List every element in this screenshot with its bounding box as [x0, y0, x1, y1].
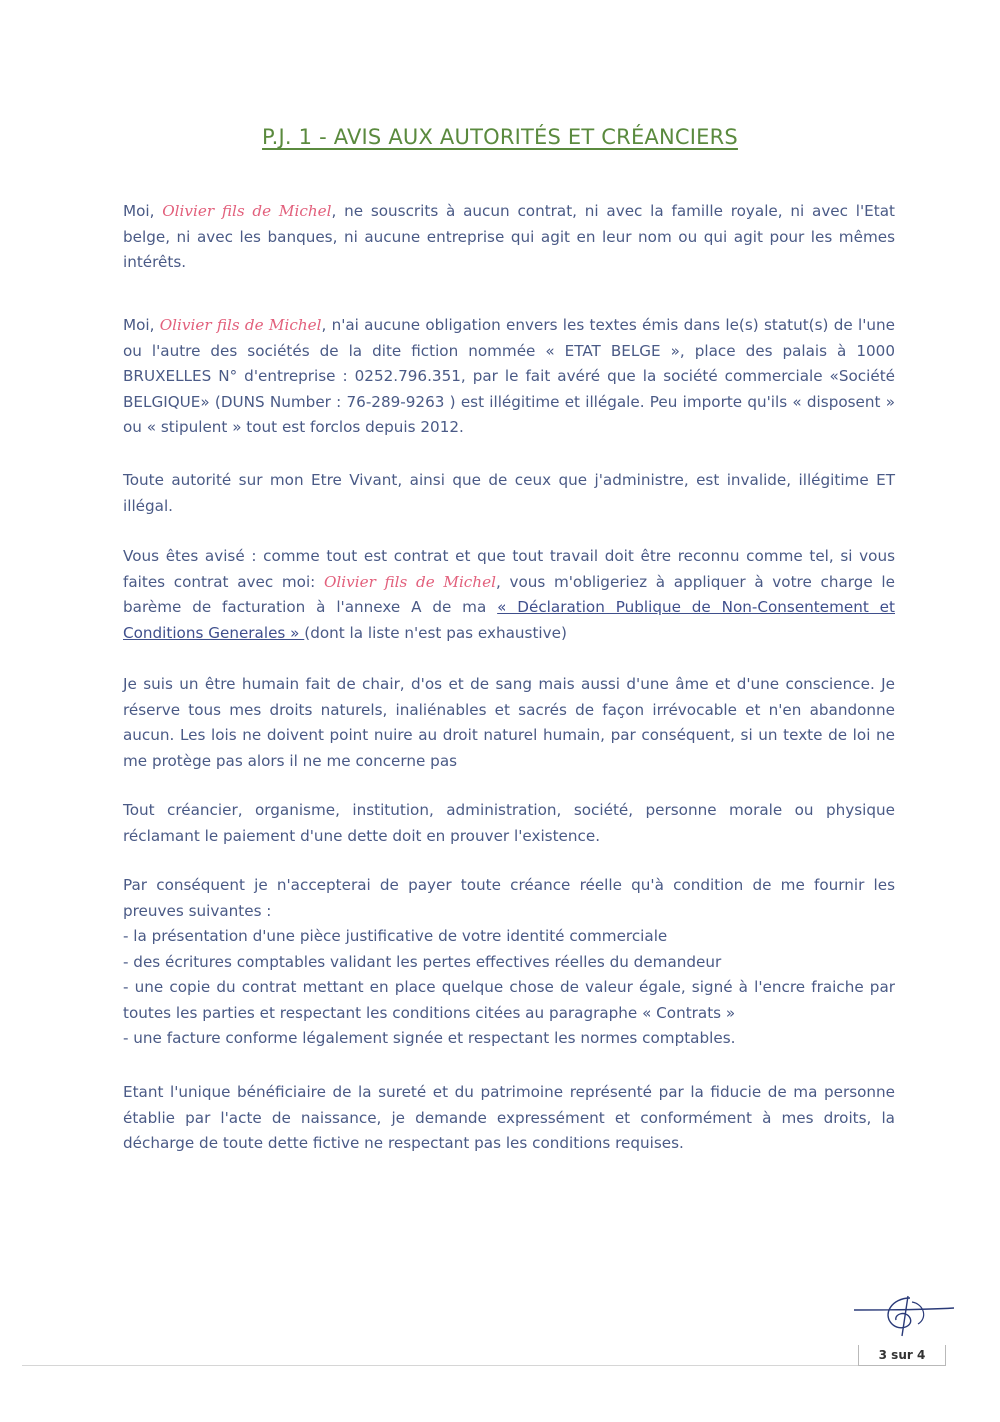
list-item: - des écritures comptables validant les pertes effectives réelles du demandeur	[123, 952, 722, 971]
p2-text-a: Moi,	[123, 316, 160, 334]
author-name: Olivier fils de Michel	[323, 572, 496, 591]
paragraph-4	[123, 544, 895, 646]
p1-text-a: Moi,	[123, 202, 163, 220]
p4-text-b: , vous m'obligeriez à appliquer à votre charge le barème de facturation à l'annexe A de ma	[123, 572, 895, 616]
signature-mark	[852, 1294, 956, 1340]
list-item: - une copie du contrat mettant en place quelque chose de valeur égale, signé à l'encre fraiche par toutes les parties et respectant les conditions citées au paragraphe « Contrats »	[123, 978, 895, 1022]
author-name: Olivier fils de Michel	[162, 202, 332, 220]
p4-text-c: (dont la liste n'est pas exhaustive)	[304, 623, 567, 642]
p4-text-a: Vous êtes avisé : comme tout est contrat et que tout travail doit être reconnu comme tel, si vous faites contrat avec moi:	[123, 547, 895, 591]
p1-text-b: , ne souscrits à aucun contrat, ni avec la famille royale, ni avec l'Etat belge, ni avec les banques, ni aucune entreprise qui agit en leur nom ou qui agit pour les mêmes intérêts.	[123, 202, 895, 271]
paragraph-6: Tout créancier, organisme, institution, administration, société, personne morale ou physique réclamant le paiement d'une dette doit en prouver l'existence.	[123, 801, 895, 845]
paragraph-7	[123, 873, 895, 1052]
paragraph-5: Je suis un être humain fait de chair, d'os et de sang mais aussi d'une âme et d'une conscience. Je réserve tous mes droits naturels, inaliénables et sacrés de façon irrévocable et n'en abandonne aucun. Les lois ne doivent point nuire au droit naturel humain, par conséquent, si un texte de loi ne me protège pas alors il ne me concerne pas	[123, 675, 895, 770]
declaration-link[interactable]: « Déclaration Publique de Non-Consentement et Conditions Generales »	[123, 598, 895, 642]
paragraph-8: Etant l'unique bénéficiaire de la sureté et du patrimoine représenté par la fiducie de ma personne établie par l'acte de naissance, je demande expressément et conformément à mes droits, la décharge de toute dette fictive ne respectant pas les conditions requises.	[123, 1083, 895, 1152]
paragraph-3: Toute autorité sur mon Etre Vivant, ainsi que de ceux que j'administre, est invalide, illégitime ET illégal.	[123, 471, 895, 515]
paragraph-2	[123, 313, 895, 441]
paragraph-1	[123, 199, 895, 276]
p2-text-b: , n'ai aucune obligation envers les textes émis dans le(s) statut(s) de l'une ou l'autre des sociétés de la dite fiction nommée « ETAT BELGE », place des palais à 1000 BRUXELLES N° d'entreprise : 0252.796.351, par le fait avéré que la société commerciale «Société BELGIQUE» (DUNS Number : 76-289-9263 ) est illégitime et illégale. Peu importe qu'ils « disposent » ou « stipulent » tout est forclos depuis 2012.	[123, 316, 895, 436]
list-item: - une facture conforme légalement signée et respectant les normes comptables.	[123, 1029, 736, 1047]
page-title: P.J. 1 - AVIS AUX AUTORITÉS ET CRÉANCIERS	[262, 125, 738, 149]
footer-divider	[22, 1365, 858, 1366]
p7-intro: Par conséquent je n'accepterai de payer toute créance réelle qu'à condition de me fournir les preuves suivantes :	[123, 876, 895, 920]
author-name: Olivier fils de Michel	[159, 316, 322, 334]
list-item: - la présentation d'une pièce justificative de votre identité commerciale	[123, 927, 668, 945]
page-number: 3 sur 4	[858, 1345, 946, 1366]
